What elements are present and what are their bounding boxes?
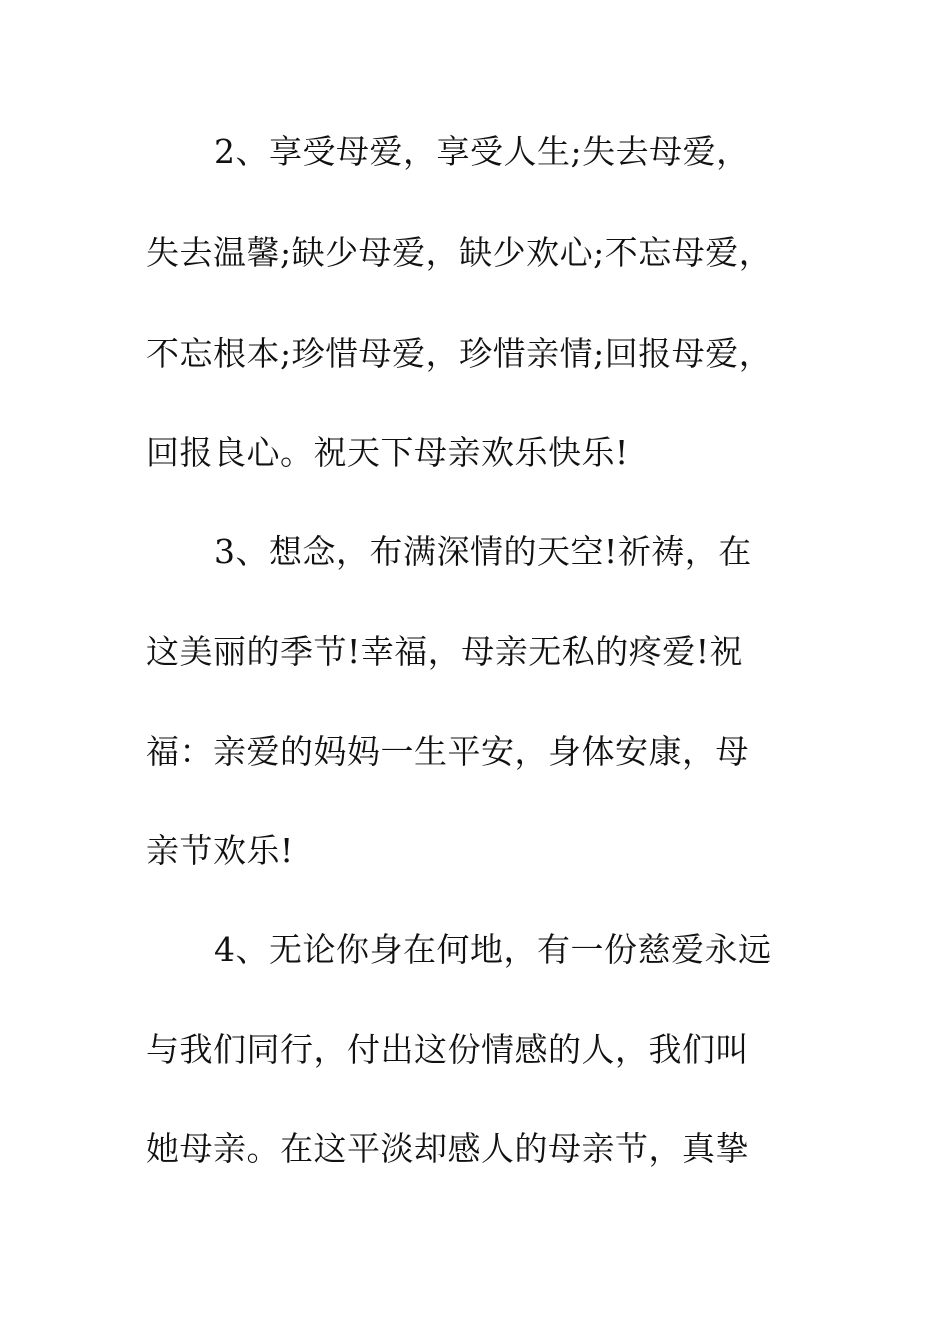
paragraph-2-line-2: 失去温馨;缺少母爱，缺少欢心;不忘母爱，	[146, 233, 773, 272]
paragraph-3-line-2: 这美丽的季节!幸福，母亲无私的疼爱!祝	[146, 632, 744, 671]
paragraph-2-line-1: 2、享受母爱，享受人生;失去母爱，	[214, 132, 750, 171]
paragraph-3-line-1: 3、想念，布满深情的天空!祈祷，在	[214, 532, 752, 571]
paragraph-3-line-3: 福：亲爱的妈妈一生平安，身体安康，母	[146, 732, 749, 771]
paragraph-4-line-2: 与我们同行，付出这份情感的人，我们叫	[146, 1030, 749, 1069]
paragraph-2-line-4: 回报良心。祝天下母亲欢乐快乐!	[146, 433, 629, 472]
paragraph-4-line-3: 她母亲。在这平淡却感人的母亲节，真挚	[146, 1129, 749, 1168]
paragraph-2-line-3: 不忘根本;珍惜母爱，珍惜亲情;回报母爱，	[146, 334, 773, 373]
paragraph-4-line-1: 4、无论你身在何地，有一份慈爱永远	[214, 930, 772, 969]
paragraph-3-line-4: 亲节欢乐!	[146, 831, 294, 870]
